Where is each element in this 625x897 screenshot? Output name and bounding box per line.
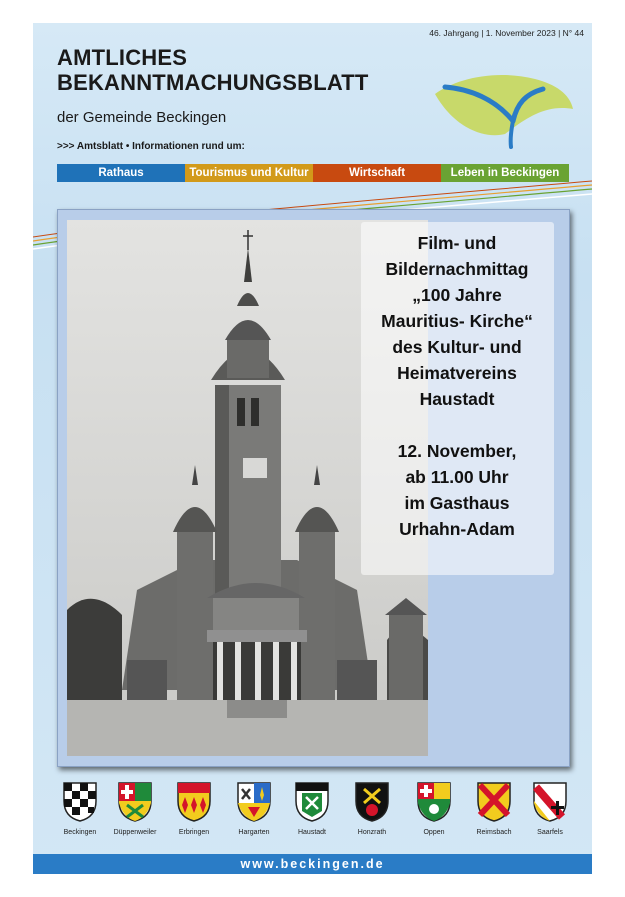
topic-rathaus[interactable]: Rathaus bbox=[57, 164, 185, 182]
event-panel bbox=[57, 209, 570, 767]
crest-saarfels: Saarfels bbox=[521, 781, 579, 836]
dueppenweiler-crest-icon bbox=[117, 781, 153, 823]
tagline: >>> Amtsblatt • Informationen rund um: bbox=[57, 141, 245, 152]
event-date-line: im Gasthaus bbox=[404, 493, 510, 513]
event-date-line: 12. November, bbox=[397, 441, 517, 461]
event-line: „100 Jahre bbox=[412, 285, 502, 305]
district-crests bbox=[51, 781, 581, 849]
event-line: Haustadt bbox=[419, 389, 495, 409]
page-title bbox=[57, 45, 369, 95]
crest-oppen: Oppen bbox=[405, 781, 463, 836]
event-line: Bildernachmittag bbox=[385, 259, 529, 279]
crest-hargarten: Hargarten bbox=[225, 781, 283, 836]
reimsbach-crest-icon bbox=[476, 781, 512, 823]
oppen-crest-icon bbox=[416, 781, 452, 823]
saarfels-crest-icon bbox=[532, 781, 568, 823]
event-date-line: Urhahn-Adam bbox=[399, 519, 515, 539]
event-line: Heimatvereins bbox=[397, 363, 517, 383]
crest-honzrath: Honzrath bbox=[343, 781, 401, 836]
page-subtitle: der Gemeinde Beckingen bbox=[57, 109, 227, 126]
front-page bbox=[33, 23, 592, 874]
topic-tourismus-kultur[interactable]: Tourismus und Kultur bbox=[185, 164, 313, 182]
event-line: Mauritius- Kirche“ bbox=[381, 311, 533, 331]
haustadt-crest-icon bbox=[294, 781, 330, 823]
crest-haustadt: Haustadt bbox=[283, 781, 341, 836]
event-date-line: ab 11.00 Uhr bbox=[405, 467, 509, 487]
title-line-2: BEKANNTMACHUNGSBLATT bbox=[57, 70, 369, 95]
event-line: Film- und bbox=[417, 233, 497, 253]
erbringen-crest-icon bbox=[176, 781, 212, 823]
event-text bbox=[368, 230, 546, 542]
title-line-1: AMTLICHES bbox=[57, 45, 188, 70]
beckingen-crest-icon bbox=[62, 781, 98, 823]
issue-info: 46. Jahrgang | 1. November 2023 | N° 44 bbox=[429, 28, 584, 38]
topic-bar bbox=[57, 164, 569, 182]
crest-reimsbach: Reimsbach bbox=[465, 781, 523, 836]
crest-dueppenweiler: Düppenweiler bbox=[106, 781, 164, 836]
event-line: des Kultur- und bbox=[392, 337, 522, 357]
website-link[interactable]: www.beckingen.de bbox=[33, 854, 592, 874]
hargarten-crest-icon bbox=[236, 781, 272, 823]
topic-leben-in-beckingen[interactable]: Leben in Beckingen bbox=[441, 164, 569, 182]
honzrath-crest-icon bbox=[354, 781, 390, 823]
municipality-logo bbox=[425, 49, 575, 149]
crest-erbringen: Erbringen bbox=[165, 781, 223, 836]
crest-beckingen: Beckingen bbox=[51, 781, 109, 836]
topic-wirtschaft[interactable]: Wirtschaft bbox=[313, 164, 441, 182]
